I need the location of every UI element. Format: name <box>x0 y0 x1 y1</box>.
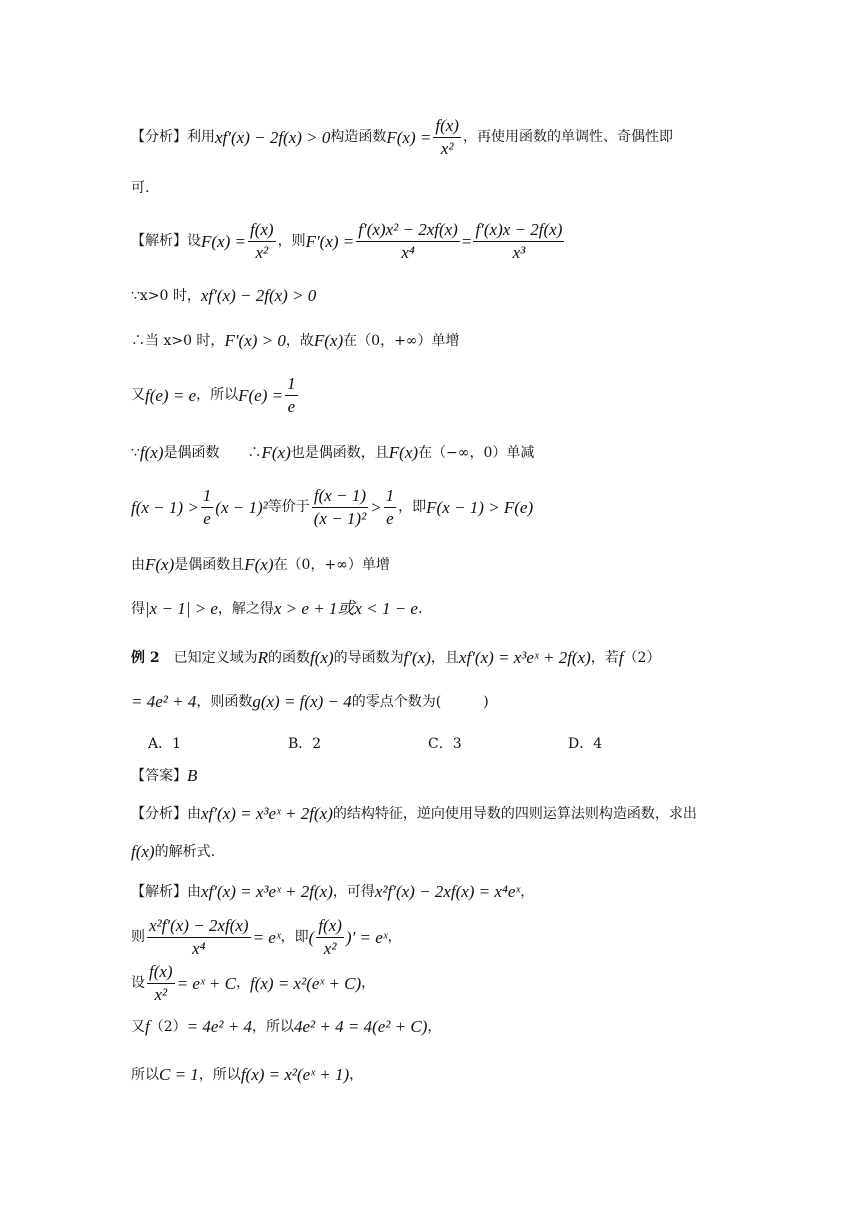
choice-b: B．2 <box>288 736 322 752</box>
math: f <box>618 648 624 667</box>
text: 的函数 <box>268 649 311 666</box>
analysis-2-line-2 <box>131 842 760 862</box>
choice-a: A．1 <box>148 736 182 752</box>
fraction: $\frac{\text{x²f′(x) − 2xf(x)}}{\text{x⁴}}$ <box>149 916 249 959</box>
math: F(x) <box>388 443 419 462</box>
text: 所以 <box>131 1066 159 1083</box>
math: F(x) <box>145 555 175 574</box>
math: F(x − 1) > F(e) <box>426 497 534 517</box>
math: = 4e² + 4 <box>186 1017 252 1036</box>
solution-2-line-1 <box>131 882 760 902</box>
math: = <box>461 231 472 251</box>
fraction: $\frac{f(x)}{\text{x²}}$ <box>318 916 342 959</box>
text: 【答案】 <box>131 767 187 784</box>
math: f(e) = e <box>145 385 197 405</box>
analysis-line-1 <box>131 116 760 160</box>
text: ，则函数 <box>196 693 253 710</box>
fraction: $\frac{1}{e}$ <box>385 486 395 529</box>
analysis-2-line-1 <box>131 804 760 824</box>
math: f(x − 1) > <box>131 497 199 517</box>
fraction: $\frac{1}{e}$ <box>202 486 212 529</box>
math: = eˣ + C <box>176 973 236 993</box>
math: F(x) <box>261 443 291 462</box>
example-2-line-1 <box>131 648 760 668</box>
text: 构造函数 <box>330 129 387 146</box>
solution-line-5 <box>131 443 760 463</box>
math: )′ = eˣ <box>345 927 388 947</box>
text: 又 <box>131 387 145 404</box>
math: xf′(x) = x³eˣ + 2f(x) <box>201 804 333 823</box>
math: F(x) = <box>201 231 246 251</box>
text: 在（0，+∞）单增 <box>343 332 460 349</box>
solution-line-3 <box>131 331 760 351</box>
choice-d: D．4 <box>568 736 603 752</box>
answer-line <box>131 766 760 786</box>
text: ∵x>0 时， <box>131 287 201 304</box>
text: ，所以 <box>252 1018 294 1035</box>
solution-2-line-2 <box>131 916 760 960</box>
text: ， <box>387 929 402 946</box>
text: 则 <box>131 929 145 946</box>
solution-line-4 <box>131 374 760 418</box>
text: 的导函数为 <box>333 649 404 666</box>
math: > <box>370 497 382 517</box>
text: 的结构特征，逆向使用导数的四则运算法则构造函数，求出 <box>332 805 697 822</box>
solution-line-8 <box>131 599 760 619</box>
solution-2-line-3 <box>131 962 760 1006</box>
text: 【分析】由 <box>131 805 201 822</box>
solution-2-line-4 <box>131 1017 760 1037</box>
text: ，即 <box>280 929 309 946</box>
math: F(x) <box>313 331 344 350</box>
text: ，所以 <box>196 387 239 404</box>
text: 又 <box>131 1018 145 1035</box>
math: f(x) = x²(eˣ + C) <box>249 973 362 993</box>
solution-2-line-5 <box>131 1065 760 1085</box>
text: ， <box>361 975 376 992</box>
math: 4e² + 4 = 4(e² + C) <box>294 1017 428 1036</box>
math: F(x) = <box>386 127 432 147</box>
math: B <box>187 766 198 785</box>
fraction: $\frac{f(x)}{\text{x²}}$ <box>435 116 459 159</box>
text: . <box>417 600 423 617</box>
text: 设 <box>131 975 145 992</box>
math: F′(x) > 0 <box>224 331 286 350</box>
fraction: $\frac{\text{f′(x)x² − 2xf(x)}}{\text{x⁴}}$ <box>358 220 458 263</box>
math: (x − 1)² <box>215 497 268 517</box>
fraction: $\frac{f(x)}{\text{x²}}$ <box>149 962 173 1005</box>
text: ，且 <box>430 649 459 666</box>
math: F(e) = <box>238 385 284 405</box>
math: F′(x) = <box>305 231 355 251</box>
text: 也是偶函数，且 <box>290 444 389 461</box>
solution-line-1 <box>131 220 760 264</box>
math: = eˣ <box>252 927 281 947</box>
text: ， <box>520 883 535 900</box>
math: x²f′(x) − 2xf(x) = x⁴eˣ <box>374 882 521 901</box>
choice-c: C．3 <box>428 736 462 752</box>
math: x > e + 1或x < 1 − e <box>273 599 418 618</box>
text: ， <box>427 1018 442 1035</box>
text: ，可得 <box>332 883 375 900</box>
text: ∴当 x>0 时， <box>131 332 225 349</box>
text: ， <box>349 1066 364 1083</box>
text: （2） <box>149 1018 187 1035</box>
text: ，则 <box>277 233 306 250</box>
text: 是偶函数且 <box>174 556 245 573</box>
solution-line-6 <box>131 486 760 530</box>
math: f(x) <box>131 842 155 861</box>
math: f(x) <box>139 443 164 462</box>
math: g(x) = f(x) − 4 <box>252 692 352 711</box>
text: 可. <box>131 180 150 196</box>
math: |x − 1| > e <box>145 599 218 618</box>
fraction: $\frac{f'(x)x - 2f(x)}{\text{x³}}$ <box>475 220 563 263</box>
text: 等价于 <box>267 499 310 516</box>
math: = 4e² + 4 <box>131 692 197 711</box>
math: C = 1 <box>159 1065 199 1084</box>
text: 在（−∞，0）单减 <box>418 444 535 461</box>
text: 【解析】由 <box>131 883 201 900</box>
math: ( <box>308 927 315 947</box>
math: xf′(x) = x³eˣ + 2f(x) <box>201 882 333 901</box>
math: f <box>145 1017 150 1036</box>
text: 是偶函数 ∴ <box>163 444 262 461</box>
text: 【解析】设 <box>131 233 201 250</box>
math: R <box>257 648 269 667</box>
example-2-line-2 <box>131 692 760 712</box>
fraction: $\frac{f(x - 1)}{\text{(x − 1)²}}$ <box>313 486 367 529</box>
text: 的零点个数为( ) <box>351 693 489 710</box>
text: 由 <box>131 556 145 573</box>
math: xf′(x) = x³eˣ + 2f(x) <box>458 648 591 667</box>
solution-line-7 <box>131 555 760 575</box>
math: xf′(x) − 2f(x) > 0 <box>215 127 331 147</box>
text: （2） <box>623 649 661 666</box>
text: ，所以 <box>198 1066 241 1083</box>
fraction: $\frac{f(x)}{\text{x²}}$ <box>249 220 274 263</box>
math: f(x) = x²(eˣ + 1) <box>240 1065 350 1084</box>
answer-choices <box>148 733 708 753</box>
math: xf′(x) − 2f(x) > 0 <box>200 286 317 305</box>
math: F(x) <box>244 555 274 574</box>
text: ，即 <box>398 499 427 516</box>
fraction: $\frac{1}{e}$ <box>287 374 296 417</box>
text: ，解之得 <box>217 600 274 617</box>
text: 已知定义域为 <box>159 649 258 666</box>
text: ，若 <box>590 649 619 666</box>
text: 的解析式. <box>154 843 216 860</box>
text: ∵ <box>131 444 140 461</box>
text: ， <box>235 975 250 992</box>
analysis-line-2 <box>131 180 760 197</box>
text: 在（0，+∞）单增 <box>273 556 390 573</box>
text: 得 <box>131 600 145 617</box>
math: f′(x) <box>403 648 431 667</box>
example-label: 例 2 <box>131 649 160 666</box>
text: ，故 <box>285 332 314 349</box>
math: f(x) <box>310 648 334 667</box>
text: ，再使用函数的单调性、奇偶性即 <box>462 129 673 146</box>
solution-line-2 <box>131 286 760 306</box>
text: 【分析】利用 <box>131 129 215 146</box>
